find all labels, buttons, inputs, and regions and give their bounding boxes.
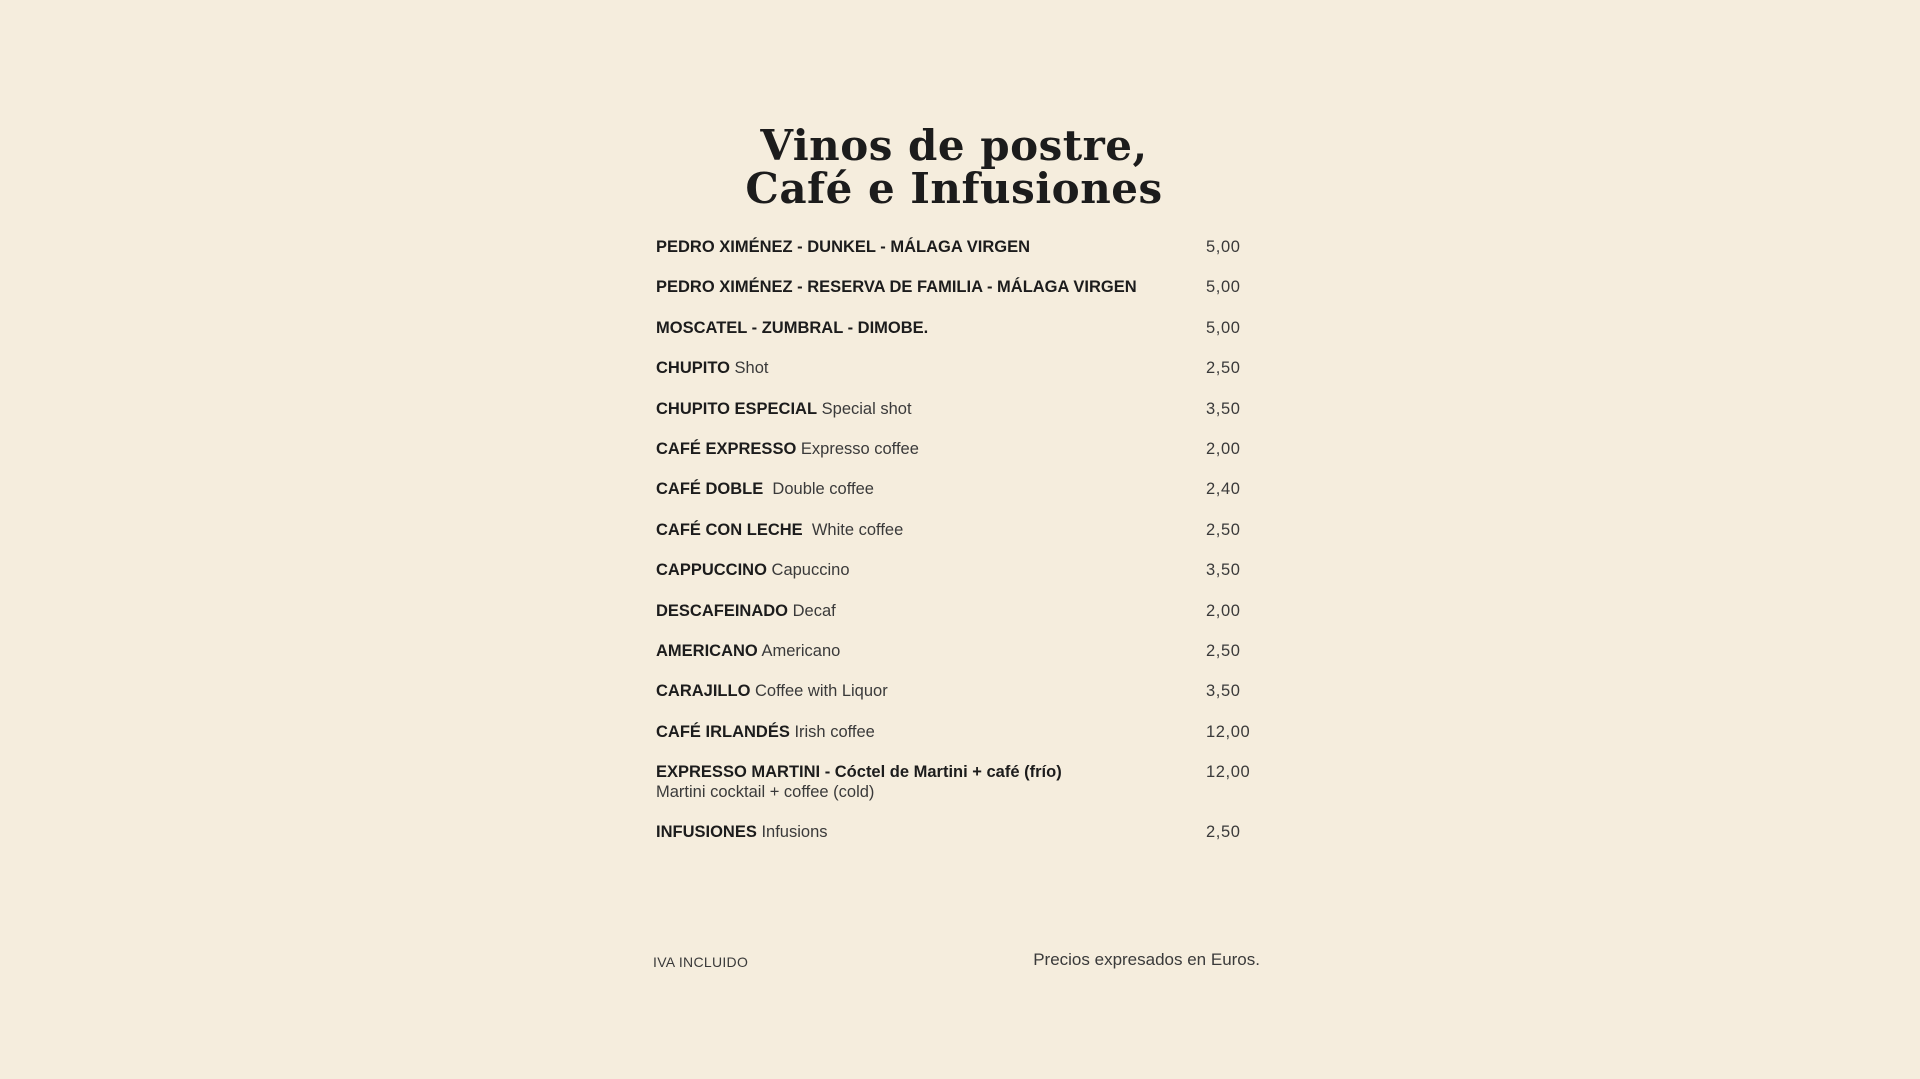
item-description: White coffee (811, 520, 904, 539)
item-name: INFUSIONES (656, 823, 757, 842)
page-title (656, 121, 1252, 213)
item-name: CAFÉ IRLANDÉS (656, 722, 790, 741)
item-description: Irish coffee (794, 722, 875, 741)
title-line-1: Vinos de postre, (760, 121, 1148, 170)
item-description: Special shot (821, 399, 912, 418)
item-price: 2,00 (1206, 439, 1241, 458)
item-name: CHUPITO ESPECIAL (656, 399, 818, 418)
menu-item (656, 434, 1256, 474)
menu-item (656, 636, 1256, 676)
currency-note: Precios expresados en Euros. (1033, 950, 1260, 969)
item-price: 3,50 (1206, 682, 1241, 701)
item-description: Decaf (792, 601, 836, 620)
item-description: Double coffee (772, 480, 874, 499)
menu-item (656, 717, 1256, 757)
item-price: 2,40 (1206, 480, 1241, 499)
item-price: 5,00 (1206, 238, 1241, 256)
item-price: 3,50 (1206, 561, 1241, 580)
item-price: 2,50 (1206, 641, 1241, 660)
menu-item (656, 555, 1256, 595)
item-name: EXPRESSO MARTINI - Cóctel de Martini + café (frío) (656, 763, 1062, 782)
tax-note: IVA INCLUIDO (653, 954, 749, 970)
item-name: CHUPITO (656, 359, 730, 378)
item-name: CAPPUCCINO (656, 561, 767, 580)
item-description: Americano (761, 641, 841, 660)
title-line-2: Café e Infusiones (745, 164, 1163, 213)
item-description: Martini cocktail + coffee (cold) (656, 783, 875, 802)
menu-item (656, 757, 1256, 817)
item-name: PEDRO XIMÉNEZ - RESERVA DE FAMILIA - MÁLAGA VIRGEN (656, 278, 1137, 297)
menu-item (656, 596, 1256, 636)
item-description: Shot (734, 359, 769, 378)
menu-item (656, 232, 1256, 272)
item-price: 2,50 (1206, 359, 1241, 378)
item-price: 3,50 (1206, 399, 1241, 418)
item-price: 5,00 (1206, 278, 1241, 297)
item-price: 5,00 (1206, 318, 1241, 337)
item-name: CARAJILLO (656, 682, 751, 701)
item-price: 2,00 (1206, 601, 1241, 620)
menu-item (656, 394, 1256, 434)
item-name: CAFÉ EXPRESSO (656, 439, 797, 458)
menu-item (656, 353, 1256, 393)
item-price: 12,00 (1206, 763, 1251, 782)
item-price: 2,50 (1206, 823, 1241, 842)
menu-item (656, 817, 1256, 857)
item-price: 2,50 (1206, 520, 1241, 539)
item-name: CAFÉ CON LECHE (656, 520, 803, 539)
item-description: Coffee with Liquor (755, 682, 888, 701)
item-description: Capuccino (771, 561, 850, 580)
menu-item (656, 474, 1256, 514)
menu-item (656, 515, 1256, 555)
item-name: AMERICANO (656, 641, 758, 660)
menu-item (656, 313, 1256, 353)
item-name: PEDRO XIMÉNEZ - DUNKEL - MÁLAGA VIRGEN (656, 238, 1031, 256)
item-name: DESCAFEINADO (656, 601, 789, 620)
item-description: Expresso coffee (800, 439, 919, 458)
item-name: CAFÉ DOBLE (656, 480, 764, 499)
menu-item (656, 272, 1256, 312)
menu-item (656, 676, 1256, 716)
menu-list (656, 232, 1256, 858)
item-price: 12,00 (1206, 722, 1251, 741)
item-description: Infusions (761, 823, 828, 842)
item-name: MOSCATEL - ZUMBRAL - DIMOBE. (656, 318, 929, 337)
